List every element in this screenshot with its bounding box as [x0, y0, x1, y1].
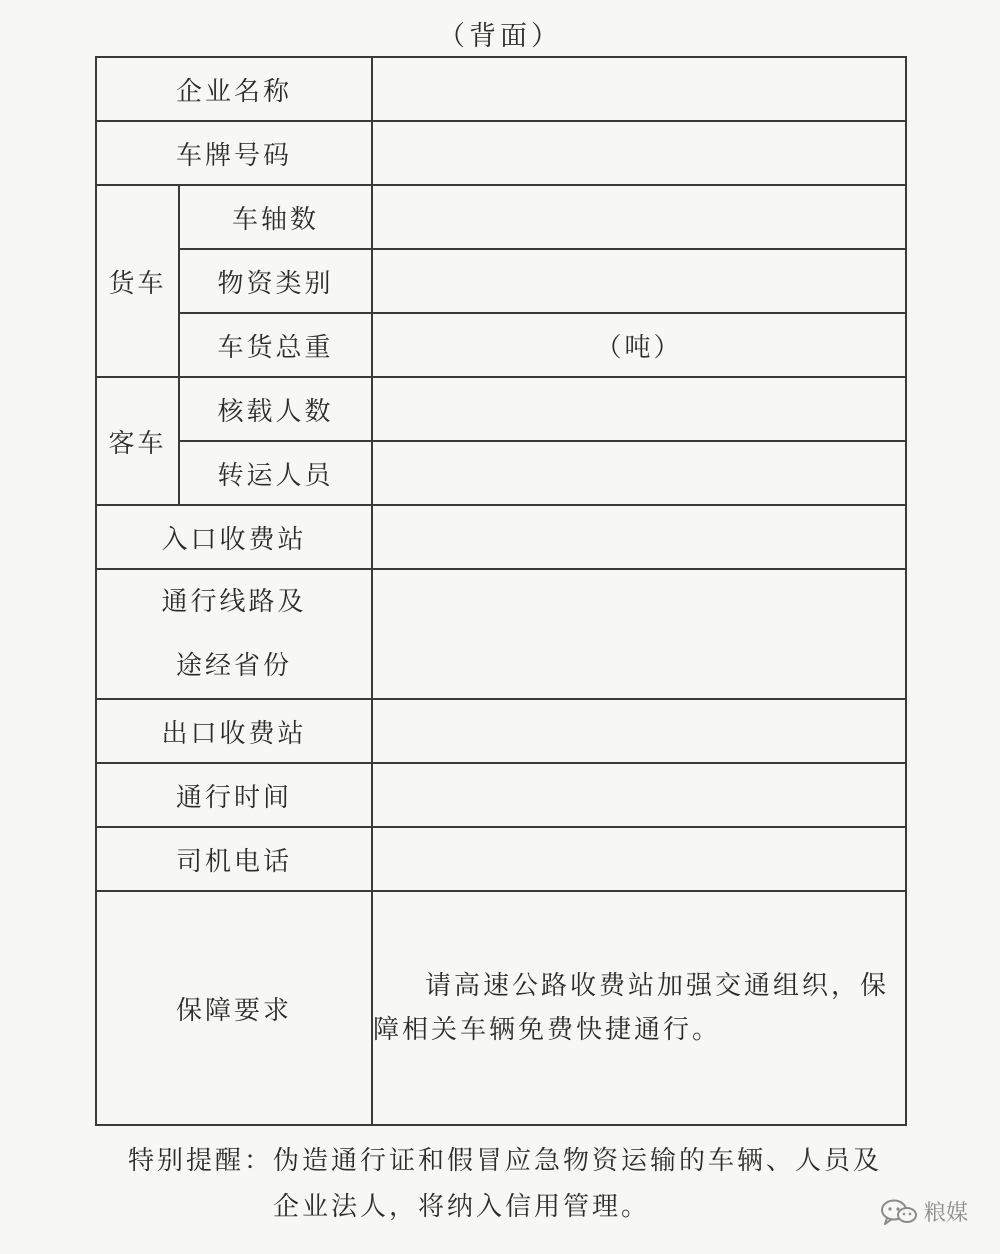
personnel-label: 转运人员 — [179, 441, 372, 505]
page-title: （背面） — [438, 21, 562, 52]
driver-phone-field[interactable] — [372, 827, 906, 891]
row-personnel — [96, 441, 906, 505]
row-cargo-type — [96, 249, 906, 313]
row-travel-time — [96, 763, 906, 827]
entry-station-field[interactable] — [372, 505, 906, 569]
row-exit-station — [96, 699, 906, 763]
row-entry-station — [96, 505, 906, 569]
truck-group-label: 货车 — [96, 185, 179, 377]
row-total-weight — [96, 313, 906, 377]
exit-station-label: 出口收费站 — [96, 699, 372, 763]
cargo-type-field[interactable] — [372, 249, 906, 313]
row-plate-number — [96, 121, 906, 185]
row-route — [96, 569, 906, 699]
capacity-label: 核载人数 — [179, 377, 372, 441]
row-capacity — [96, 377, 906, 441]
total-weight-field[interactable] — [372, 313, 906, 377]
special-reminder — [128, 1138, 898, 1230]
weight-unit: （吨） — [595, 332, 683, 363]
permit-form-table — [95, 56, 907, 1126]
capacity-field[interactable] — [372, 377, 906, 441]
cargo-type-label: 物资类别 — [179, 249, 372, 313]
reminder-line2: 企业法人，将纳入信用管理。 — [273, 1192, 651, 1222]
personnel-field[interactable] — [372, 441, 906, 505]
company-name-label: 企业名称 — [96, 57, 372, 121]
total-weight-label: 车货总重 — [179, 313, 372, 377]
exit-station-field[interactable] — [372, 699, 906, 763]
row-driver-phone — [96, 827, 906, 891]
route-label-line1: 通行线路及 — [161, 587, 307, 617]
driver-phone-label: 司机电话 — [96, 827, 372, 891]
bus-group-label: 客车 — [96, 377, 179, 505]
route-field[interactable] — [372, 569, 906, 699]
wechat-icon — [880, 1198, 918, 1226]
row-company-name — [96, 57, 906, 121]
plate-number-label: 车牌号码 — [96, 121, 372, 185]
route-label — [96, 569, 372, 699]
reminder-line1: 特别提醒：伪造通行证和假冒应急物资运输的车辆、人员及 — [128, 1146, 883, 1176]
route-label-line2: 途经省份 — [176, 651, 293, 681]
source-watermark — [880, 1196, 968, 1227]
plate-number-field[interactable] — [372, 121, 906, 185]
watermark-text: 粮媒 — [923, 1201, 968, 1226]
travel-time-label: 通行时间 — [96, 763, 372, 827]
guarantee-label: 保障要求 — [96, 891, 372, 1125]
axles-field[interactable] — [372, 185, 906, 249]
travel-time-field[interactable] — [372, 763, 906, 827]
company-name-field[interactable] — [372, 57, 906, 121]
guarantee-text: 请高速公路收费站加强交通组织，保障相关车辆免费快捷通行。 — [372, 891, 906, 1125]
row-guarantee — [96, 891, 906, 1125]
axles-label: 车轴数 — [179, 185, 372, 249]
entry-station-label: 入口收费站 — [96, 505, 372, 569]
row-axles — [96, 185, 906, 249]
